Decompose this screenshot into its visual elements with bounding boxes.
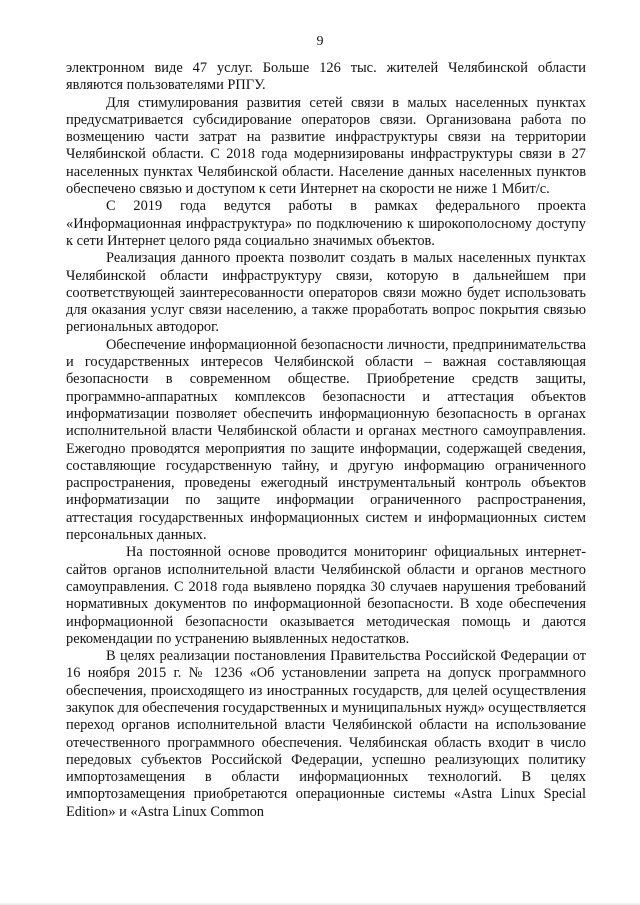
paragraph-1: электронном виде 47 услуг. Больше 126 тыс. жителей Челябинской области являются пользователями РПГУ.: [66, 60, 586, 94]
paragraph-7: В целях реализации постановления Правительства Российской Федерации от 16 ноября 2015 г. № 1236 «Об установлении запрета на допуск программного обеспечения, происходящего из иностранных государств, для целей осуществления закупок для обеспечения государственных и муниципальных нужд» осуществляется переход органов исполнительной власти Челябинской области на использование отечественного программного обеспечения. Челябинская область входит в число передовых субъектов Российской Федерации, успешно реализующих политику импортозамещения в области информационных технологий. В целях импортозамещения приобретаются операционные системы «Astra Linux Special Edition» и «Astra Linux Common: [66, 648, 586, 820]
paragraph-6: На постоянной основе проводится мониторинг официальных интернет-сайтов органов исполнительной власти Челябинской области и органов местного самоуправления. С 2018 года выявлено порядка 30 случаев нарушения требований нормативных документов по информационной безопасности. В ходе обеспечения информационной безопасности оказывается методическая помощь и даются рекомендации по устранению выявленных недостатков.: [66, 544, 586, 647]
paragraph-2: Для стимулирования развития сетей связи в малых населенных пунктах предусматривается субсидирование операторов связи. Организована работа по возмещению части затрат на развитие инфраструктуры связи на территории Челябинской области. С 2018 года модернизированы инфраструктуры связи в 27 населенных пунктах Челябинской области. Население данных населенных пунктов обеспечено связью и доступом к сети Интернет на скорости не ниже 1 Мбит/с.: [66, 94, 586, 198]
paragraph-5: Обеспечение информационной безопасности личности, предпринимательства и государственных интересов Челябинской области – важная составляющая безопасности в современном обществе. Приобретение средств защиты, программно-аппаратных комплексов безопасности и аттестация объектов информатизации позволяет обеспечить информационную безопасность в органах исполнительной власти Челябинской области и органах местного самоуправления. Ежегодно проводятся мероприятия по защите информации, содержащей сведения, составляющие государственную тайну, и другую информацию ограниченного распространения, проведены ежегодный инструментальный контроль объектов информатизации по защите информации ограниченного распространения, аттестация государственных информационных систем и информационных систем персональных данных.: [66, 336, 586, 544]
paragraph-4: Реализация данного проекта позволит создать в малых населенных пунктах Челябинской области инфраструктуру связи, которую в дальнейшем при соответствующей заинтересованности операторов связи можно будет использовать для оказания услуг связи населению, а также проработать вопрос покрытия связью региональных автодорог.: [66, 250, 586, 336]
document-body: [66, 60, 586, 821]
page-number: 9: [316, 34, 324, 49]
paragraph-3: С 2019 года ведутся работы в рамках федерального проекта «Информационная инфраструктура» по подключению к широкополосному доступу к сети Интернет целого ряда социально значимых объектов.: [66, 198, 586, 249]
